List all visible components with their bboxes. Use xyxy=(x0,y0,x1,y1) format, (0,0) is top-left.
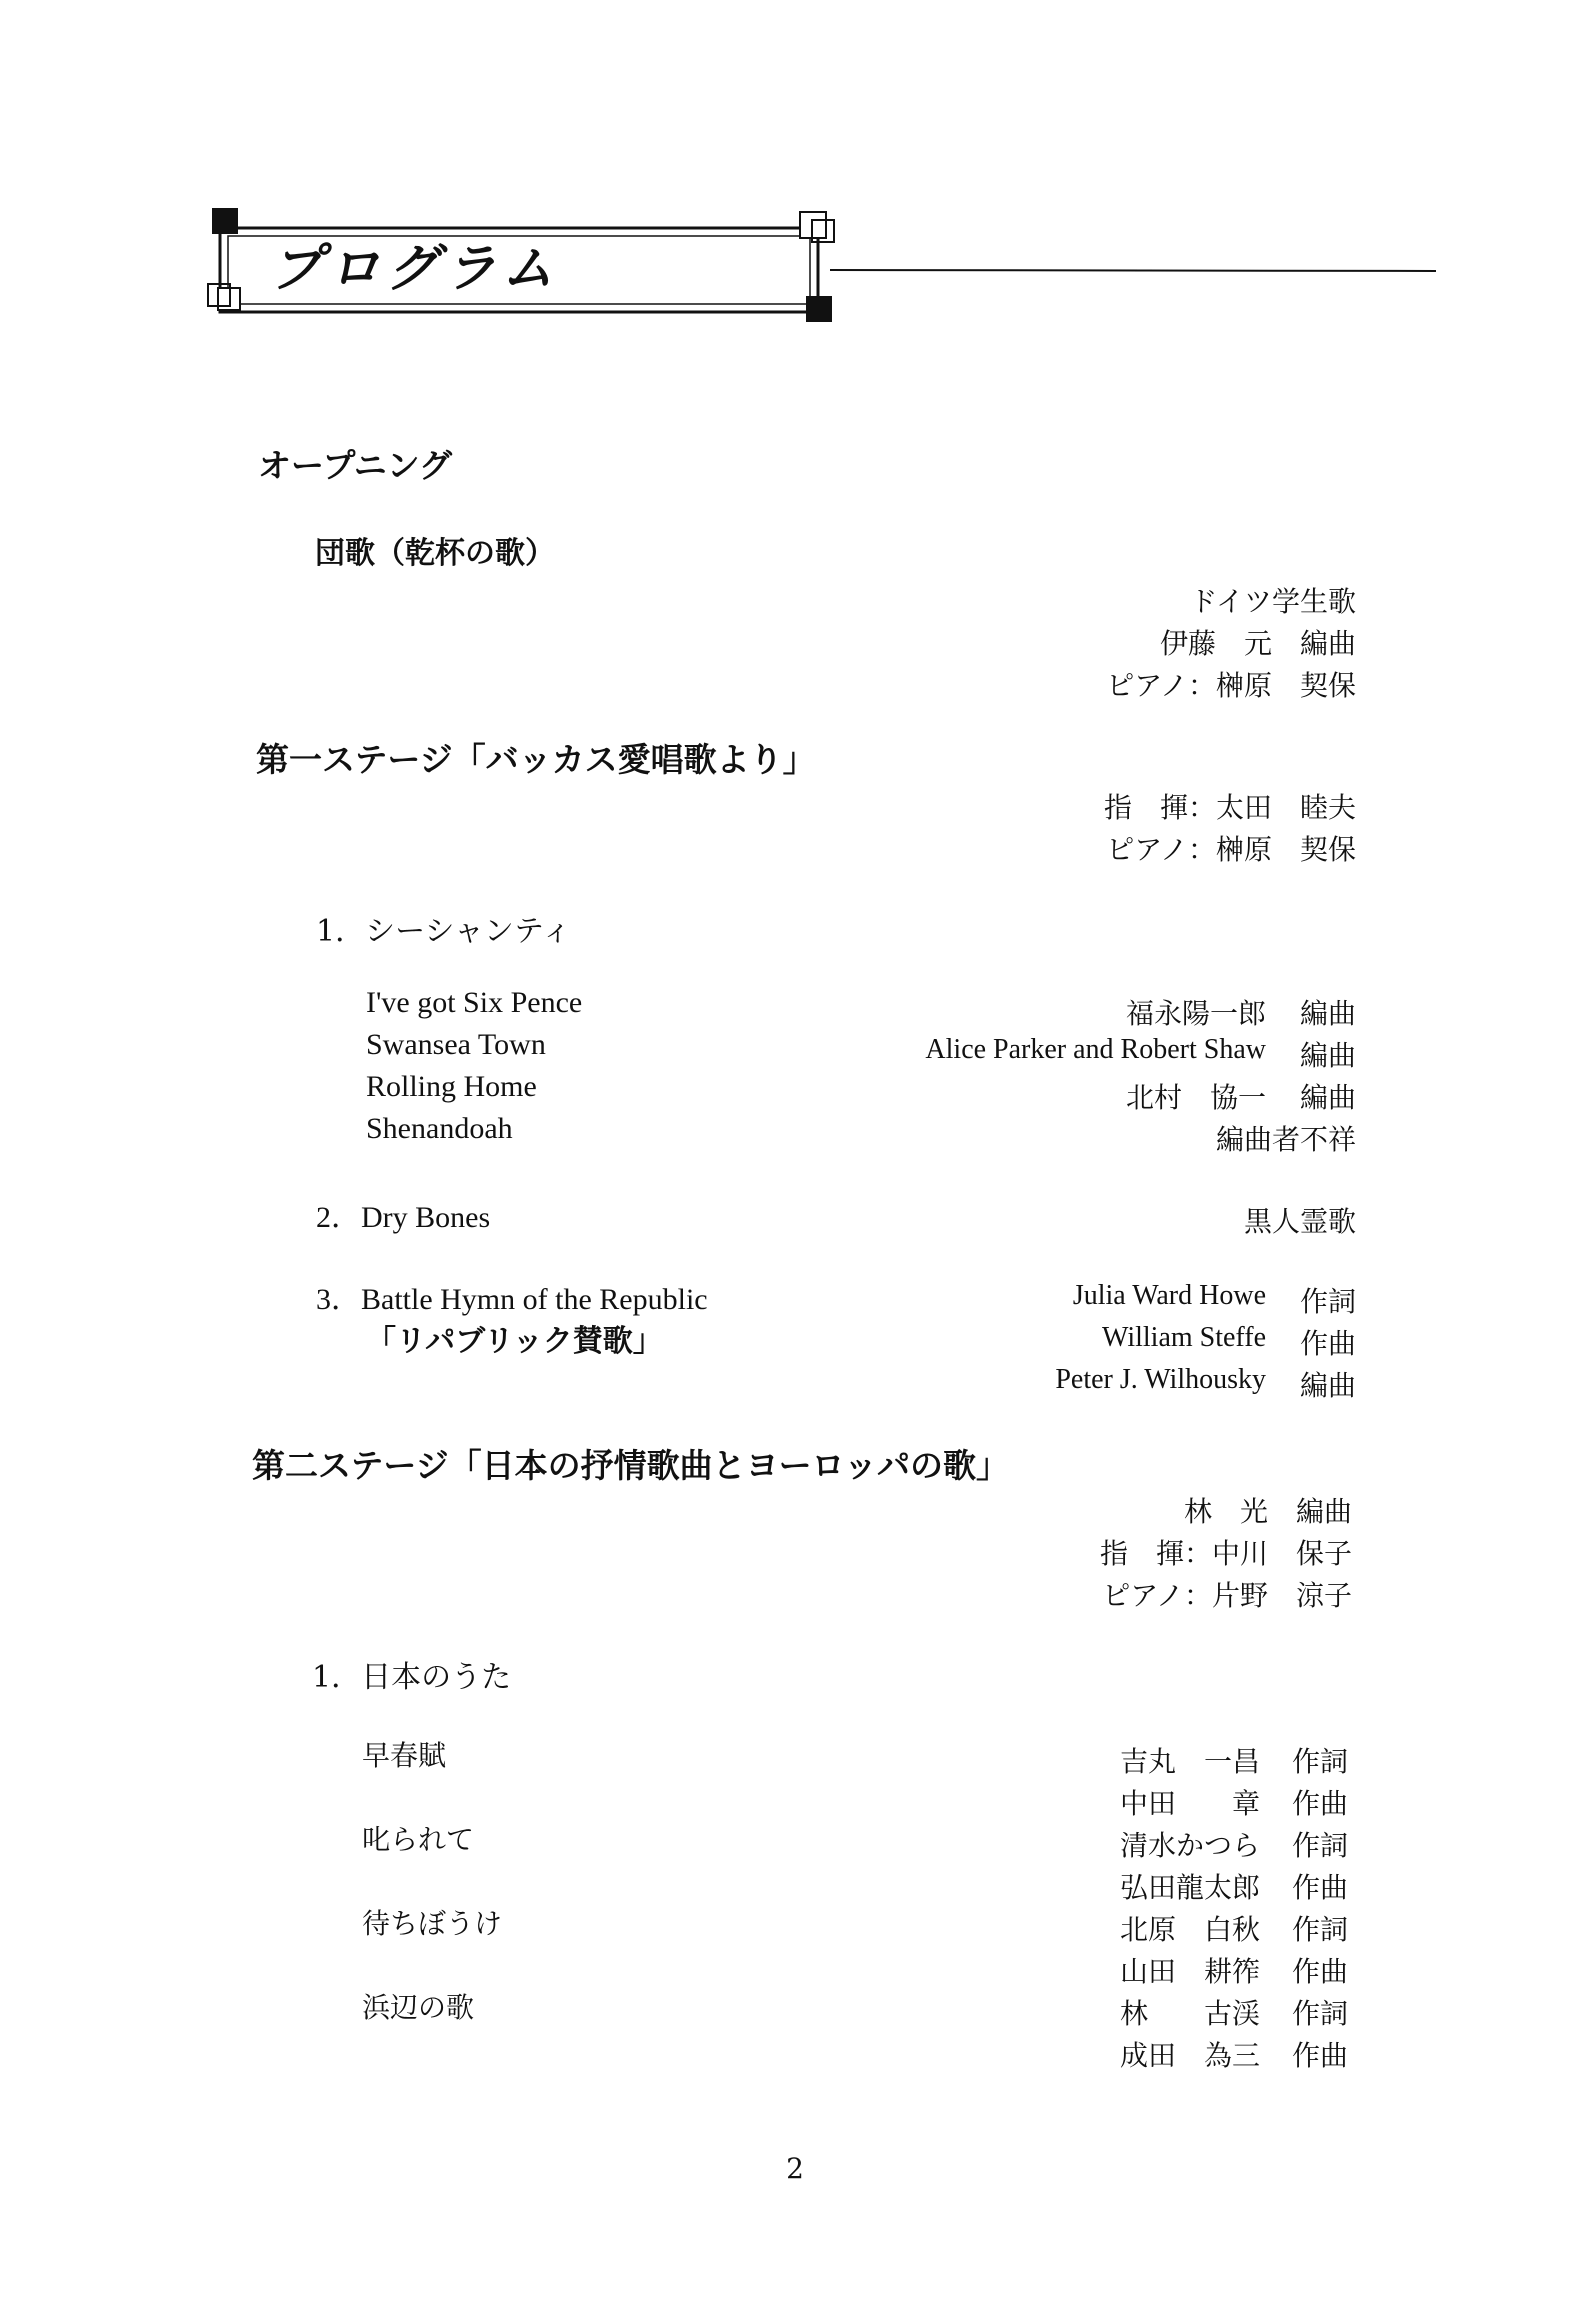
credit-role: 作曲 xyxy=(1299,1327,1356,1360)
stage2-heading: 第二ステージ「日本の抒情歌曲とヨーロッパの歌」 xyxy=(252,1446,1010,1485)
stage1-item2-label: 2．Dry Bones xyxy=(316,1201,491,1234)
credit-role: 作詞 xyxy=(1291,1913,1348,1946)
credit-name: Alice Parker and Robert Shaw xyxy=(925,1034,1266,1065)
song-title: 待ちぼうけ xyxy=(362,1907,503,1940)
song-title: 早春賦 xyxy=(362,1739,447,1772)
stage1-heading: 第一ステージ「バッカス愛唱歌より」 xyxy=(256,740,816,779)
credit-name: 成田 為三 xyxy=(1119,2039,1260,2072)
stage1-item1-label: 1．シーシャンティ xyxy=(316,914,572,949)
credit-name: 清水かつら xyxy=(1119,1829,1260,1862)
opening-song: 団歌（乾杯の歌） xyxy=(315,536,555,571)
credit-name: William Steffe xyxy=(1102,1322,1266,1353)
song-title: 浜辺の歌 xyxy=(362,1991,475,2024)
credit-role: 編曲 xyxy=(1299,1039,1356,1072)
credit-name: 弘田龍太郎 xyxy=(1119,1871,1260,1904)
stage2-credit: 林 光 編曲 xyxy=(1183,1495,1352,1528)
opening-credit: 伊藤 元 編曲 xyxy=(1159,627,1356,660)
page-title: プログラム xyxy=(270,238,560,299)
credit-name: 編曲者不祥 xyxy=(1215,1123,1356,1156)
song-title: Rolling Home xyxy=(366,1070,537,1103)
credit-role: 作曲 xyxy=(1291,1871,1348,1904)
stage1-item2-credit: 黒人霊歌 xyxy=(1243,1205,1356,1238)
credit-name: 北村 協一 xyxy=(1125,1081,1266,1114)
stage1-credit: ピアノ：榊原 契保 xyxy=(1106,833,1356,866)
stage2-item1-label: 1．日本のうた xyxy=(312,1660,512,1695)
credit-role: 作詞 xyxy=(1291,1997,1348,2030)
stage1-credit: 指 揮：太田 睦夫 xyxy=(1103,791,1356,824)
credit-name: Peter J. Wilhousky xyxy=(1055,1364,1266,1395)
opening-heading: オープニング xyxy=(258,446,453,485)
song-title: Shenandoah xyxy=(366,1112,513,1145)
credit-role: 作詞 xyxy=(1291,1829,1348,1862)
stage2-credit: ピアノ：片野 涼子 xyxy=(1102,1579,1352,1612)
song-title: I've got Six Pence xyxy=(366,986,583,1019)
credit-role: 編曲 xyxy=(1299,997,1356,1030)
credit-name: 吉丸 一昌 xyxy=(1119,1745,1260,1778)
stage1-item3-label: 3．Battle Hymn of the Republic xyxy=(316,1283,708,1316)
credit-role: 作詞 xyxy=(1291,1745,1348,1778)
credit-role: 作曲 xyxy=(1291,1787,1348,1820)
stage2-credit: 指 揮：中川 保子 xyxy=(1099,1537,1352,1570)
credit-name: 北原 白秋 xyxy=(1119,1913,1260,1946)
page-number: 2 xyxy=(786,2152,804,2185)
song-title: 叱られて xyxy=(362,1823,475,1856)
credit-role: 作詞 xyxy=(1299,1285,1356,1318)
credit-name: 山田 耕筰 xyxy=(1119,1955,1260,1988)
credit-role: 編曲 xyxy=(1299,1369,1356,1402)
credit-name: 中田 章 xyxy=(1119,1787,1260,1820)
stage1-item3-subtitle: 「リパブリック賛歌」 xyxy=(366,1324,663,1359)
credit-name: 林 古渓 xyxy=(1119,1997,1260,2030)
opening-credit: ピアノ：榊原 契保 xyxy=(1106,669,1356,702)
credit-name: 福永陽一郎 xyxy=(1125,999,1266,1030)
song-title: Swansea Town xyxy=(366,1028,546,1061)
credit-name: Julia Ward Howe xyxy=(1072,1280,1266,1311)
credit-role: 作曲 xyxy=(1291,2039,1348,2072)
credit-role: 作曲 xyxy=(1291,1955,1348,1988)
credit-role: 編曲 xyxy=(1299,1081,1356,1114)
opening-credit: ドイツ学生歌 xyxy=(1189,585,1356,618)
